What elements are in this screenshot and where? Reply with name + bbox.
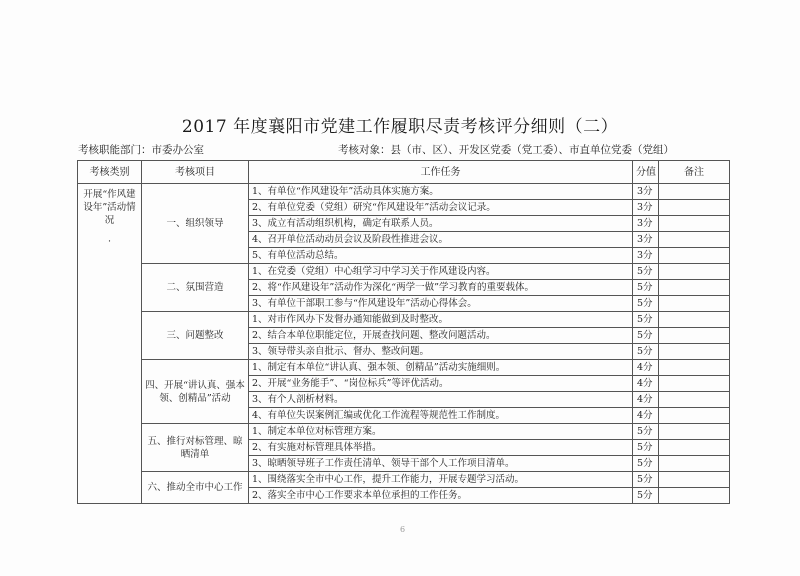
task-cell: 3、有个人剖析材料。 bbox=[249, 392, 633, 408]
task-cell: 1、有单位“作风建设年”活动具体实施方案。 bbox=[249, 184, 633, 200]
note-cell bbox=[659, 456, 730, 472]
task-cell: 1、制定本单位对标管理方案。 bbox=[249, 424, 633, 440]
task-cell: 1、围绕落实全市中心工作，提升工作能力，开展专题学习活动。 bbox=[249, 472, 633, 488]
note-cell bbox=[659, 360, 730, 376]
task-cell: 2、开展“业务能手”、“岗位标兵”等评优活动。 bbox=[249, 376, 633, 392]
item-cell: 三、问题整改 bbox=[142, 312, 249, 360]
score-cell: 5分 bbox=[633, 440, 659, 456]
table-row bbox=[78, 472, 730, 488]
task-cell: 1、对市作风办下发督办通知能做到及时整改。 bbox=[249, 312, 633, 328]
task-cell: 1、制定有本单位“讲认真、强本领、创精品”活动实施细则。 bbox=[249, 360, 633, 376]
assessment-target: 考核对象：县（市、区）、开发区党委（党工委）、市直单位党委（党组） bbox=[338, 144, 674, 156]
score-cell: 4分 bbox=[633, 408, 659, 424]
item-cell: 二、氛围营造 bbox=[142, 264, 249, 312]
table-row bbox=[78, 184, 730, 200]
item-cell: 六、推动全市中心工作 bbox=[142, 472, 249, 504]
header-item: 考核项目 bbox=[142, 161, 249, 184]
score-cell: 5分 bbox=[633, 472, 659, 488]
task-cell: 2、将“作风建设年”活动作为深化“两学一做”学习教育的重要载体。 bbox=[249, 280, 633, 296]
task-cell: 4、召开单位活动动员会议及阶段性推进会议。 bbox=[249, 232, 633, 248]
score-cell: 5分 bbox=[633, 328, 659, 344]
header-category: 考核类别 bbox=[78, 161, 142, 184]
task-cell: 2、有实施对标管理具体举措。 bbox=[249, 440, 633, 456]
score-cell: 5分 bbox=[633, 296, 659, 312]
note-cell bbox=[659, 344, 730, 360]
score-cell: 5分 bbox=[633, 488, 659, 504]
note-cell bbox=[659, 488, 730, 504]
score-cell: 3分 bbox=[633, 216, 659, 232]
note-cell bbox=[659, 408, 730, 424]
note-cell bbox=[659, 312, 730, 328]
note-cell bbox=[659, 296, 730, 312]
note-cell bbox=[659, 328, 730, 344]
task-cell: 2、结合本单位职能定位，开展查找问题、整改问题活动。 bbox=[249, 328, 633, 344]
item-cell: 一、组织领导 bbox=[142, 184, 249, 264]
task-cell: 4、有单位失误案例汇编或优化工作流程等规范性工作制度。 bbox=[249, 408, 633, 424]
table-row bbox=[78, 264, 730, 280]
table-row bbox=[78, 360, 730, 376]
task-cell: 3、有单位干部职工参与“作风建设年”活动心得体会。 bbox=[249, 296, 633, 312]
score-cell: 4分 bbox=[633, 392, 659, 408]
category-mark: · bbox=[107, 236, 112, 247]
score-cell: 3分 bbox=[633, 248, 659, 264]
score-cell: 3分 bbox=[633, 200, 659, 216]
note-cell bbox=[659, 184, 730, 200]
category-cell bbox=[78, 184, 142, 504]
item-cell: 五、推行对标管理、晾晒清单 bbox=[142, 424, 249, 472]
note-cell bbox=[659, 472, 730, 488]
table-header-row bbox=[78, 161, 730, 184]
task-cell: 3、领导带头亲自批示、督办、整改问题。 bbox=[249, 344, 633, 360]
note-cell bbox=[659, 392, 730, 408]
header-note: 备注 bbox=[659, 161, 730, 184]
score-cell: 5分 bbox=[633, 344, 659, 360]
task-cell: 3、晾晒领导班子工作责任清单、领导干部个人工作项目清单。 bbox=[249, 456, 633, 472]
note-cell bbox=[659, 280, 730, 296]
task-cell: 5、有单位活动总结。 bbox=[249, 248, 633, 264]
scoring-table bbox=[77, 160, 730, 504]
page-number: 6 bbox=[400, 525, 406, 534]
note-cell bbox=[659, 440, 730, 456]
note-cell bbox=[659, 424, 730, 440]
score-cell: 5分 bbox=[633, 456, 659, 472]
note-cell bbox=[659, 264, 730, 280]
task-cell: 1、在党委（党组）中心组学习中学习关于作风建设内容。 bbox=[249, 264, 633, 280]
category-label: 开展“作风建设年”活动情况 bbox=[83, 189, 136, 226]
document-title: 2017 年度襄阳市党建工作履职尽责考核评分细则（二） bbox=[181, 117, 619, 137]
score-cell: 3分 bbox=[633, 184, 659, 200]
table-row bbox=[78, 312, 730, 328]
assessment-department: 考核职能部门：市委办公室 bbox=[78, 144, 204, 156]
table-row bbox=[78, 424, 730, 440]
note-cell bbox=[659, 232, 730, 248]
table-body bbox=[78, 184, 730, 504]
score-cell: 5分 bbox=[633, 280, 659, 296]
note-cell bbox=[659, 248, 730, 264]
score-cell: 3分 bbox=[633, 232, 659, 248]
header-score: 分值 bbox=[633, 161, 659, 184]
score-cell: 5分 bbox=[633, 264, 659, 280]
task-cell: 2、落实全市中心工作要求本单位承担的工作任务。 bbox=[249, 488, 633, 504]
score-cell: 5分 bbox=[633, 312, 659, 328]
score-cell: 4分 bbox=[633, 360, 659, 376]
item-cell: 四、开展“讲认真、强本领、创精品”活动 bbox=[142, 360, 249, 424]
score-cell: 4分 bbox=[633, 376, 659, 392]
task-cell: 2、有单位党委（党组）研究“作风建设年”活动会议记录。 bbox=[249, 200, 633, 216]
score-cell: 5分 bbox=[633, 424, 659, 440]
note-cell bbox=[659, 216, 730, 232]
note-cell bbox=[659, 376, 730, 392]
note-cell bbox=[659, 200, 730, 216]
task-cell: 3、成立有活动组织机构，确定有联系人员。 bbox=[249, 216, 633, 232]
header-task: 工作任务 bbox=[249, 161, 633, 184]
